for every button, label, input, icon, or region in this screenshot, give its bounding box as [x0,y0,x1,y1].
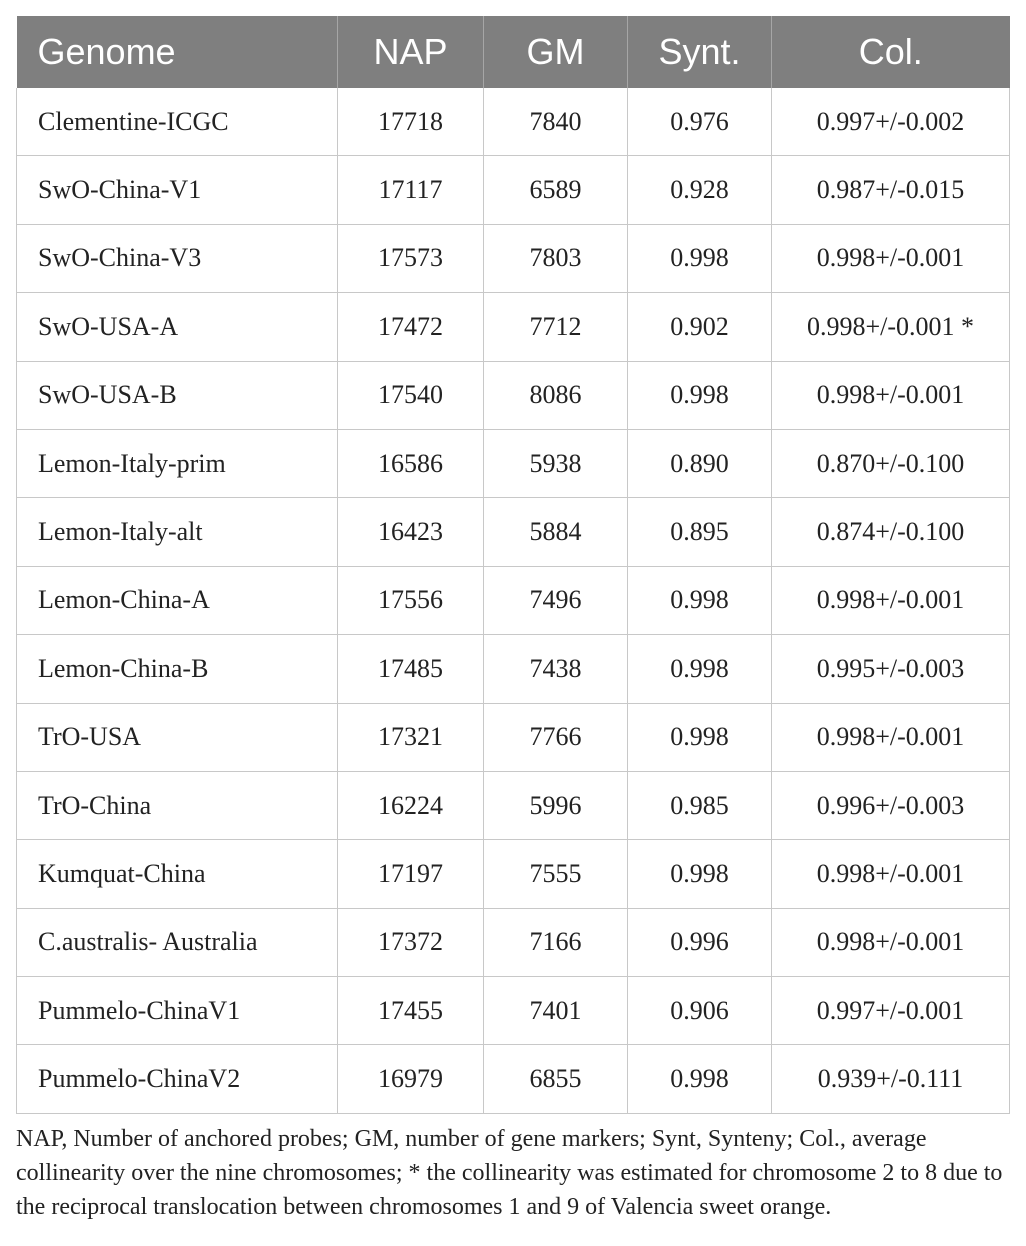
gm-cell: 7840 [484,88,628,156]
genome-cell: Kumquat-China [17,840,338,908]
genome-collinearity-table [16,16,1010,1114]
table-row [17,908,1010,976]
gm-cell: 7555 [484,840,628,908]
genome-cell: SwO-China-V3 [17,224,338,292]
genome-cell: TrO-USA [17,703,338,771]
genome-cell: SwO-USA-A [17,293,338,361]
table-header [17,16,1010,88]
col-cell: 0.996+/-0.003 [772,771,1010,839]
gm-cell: 7166 [484,908,628,976]
synt-cell: 0.998 [628,703,772,771]
table-row [17,88,1010,156]
genome-cell: SwO-China-V1 [17,156,338,224]
col-cell: 0.998+/-0.001 [772,224,1010,292]
synt-cell: 0.998 [628,1045,772,1113]
col-cell: 0.874+/-0.100 [772,498,1010,566]
synt-cell: 0.928 [628,156,772,224]
table-row [17,977,1010,1045]
genome-cell: Pummelo-ChinaV1 [17,977,338,1045]
gm-cell: 7766 [484,703,628,771]
gm-cell: 5884 [484,498,628,566]
gm-cell: 7438 [484,635,628,703]
nap-cell: 17117 [338,156,484,224]
table-row [17,156,1010,224]
nap-cell: 17472 [338,293,484,361]
col-cell: 0.998+/-0.001 [772,703,1010,771]
gm-cell: 7712 [484,293,628,361]
table-row [17,224,1010,292]
table-row [17,429,1010,497]
nap-cell: 16979 [338,1045,484,1113]
col-cell: 0.998+/-0.001 * [772,293,1010,361]
genome-cell: TrO-China [17,771,338,839]
table-row [17,840,1010,908]
table-footnote: NAP, Number of anchored probes; GM, number of gene markers; Synt, Synteny; Col., average collinearity over the nine chromosomes; * the collinearity was estimated for chromosome 2 to 8 due to the reciprocal translocation between chromosomes 1 and 9 of Valencia sweet orange. [16,1125,1003,1220]
gm-cell: 6589 [484,156,628,224]
genome-cell: Pummelo-ChinaV2 [17,1045,338,1113]
nap-cell: 16423 [338,498,484,566]
nap-cell: 17718 [338,88,484,156]
nap-cell: 17540 [338,361,484,429]
synt-cell: 0.998 [628,224,772,292]
gm-cell: 6855 [484,1045,628,1113]
synt-cell: 0.998 [628,361,772,429]
column-header-nap: NAP [338,16,484,88]
table-row [17,293,1010,361]
table-row [17,361,1010,429]
synt-cell: 0.906 [628,977,772,1045]
table-body [17,88,1010,1113]
table-row [17,498,1010,566]
genome-cell: SwO-USA-B [17,361,338,429]
synt-cell: 0.976 [628,88,772,156]
synt-cell: 0.998 [628,635,772,703]
column-header-genome: Genome [17,16,338,88]
gm-cell: 7803 [484,224,628,292]
nap-cell: 17556 [338,566,484,634]
genome-cell: Lemon-China-A [17,566,338,634]
gm-cell: 5938 [484,429,628,497]
col-cell: 0.998+/-0.001 [772,361,1010,429]
gm-cell: 8086 [484,361,628,429]
column-header-gm: GM [484,16,628,88]
table-container [16,16,1009,1224]
synt-cell: 0.895 [628,498,772,566]
synt-cell: 0.985 [628,771,772,839]
col-cell: 0.995+/-0.003 [772,635,1010,703]
table-row [17,771,1010,839]
genome-cell: Lemon-Italy-prim [17,429,338,497]
synt-cell: 0.998 [628,566,772,634]
gm-cell: 7496 [484,566,628,634]
column-header-synt: Synt. [628,16,772,88]
gm-cell: 7401 [484,977,628,1045]
nap-cell: 17485 [338,635,484,703]
nap-cell: 17573 [338,224,484,292]
genome-cell: Lemon-China-B [17,635,338,703]
nap-cell: 17197 [338,840,484,908]
genome-cell: Clementine-ICGC [17,88,338,156]
col-cell: 0.987+/-0.015 [772,156,1010,224]
synt-cell: 0.998 [628,840,772,908]
column-header-col: Col. [772,16,1010,88]
col-cell: 0.998+/-0.001 [772,840,1010,908]
table-row [17,703,1010,771]
genome-cell: C.australis- Australia [17,908,338,976]
nap-cell: 17455 [338,977,484,1045]
col-cell: 0.998+/-0.001 [772,566,1010,634]
table-row [17,566,1010,634]
genome-cell: Lemon-Italy-alt [17,498,338,566]
table-row [17,635,1010,703]
synt-cell: 0.996 [628,908,772,976]
nap-cell: 16224 [338,771,484,839]
table-row [17,1045,1010,1113]
col-cell: 0.997+/-0.002 [772,88,1010,156]
col-cell: 0.998+/-0.001 [772,908,1010,976]
header-row [17,16,1010,88]
synt-cell: 0.902 [628,293,772,361]
nap-cell: 16586 [338,429,484,497]
nap-cell: 17372 [338,908,484,976]
nap-cell: 17321 [338,703,484,771]
gm-cell: 5996 [484,771,628,839]
col-cell: 0.939+/-0.111 [772,1045,1010,1113]
col-cell: 0.870+/-0.100 [772,429,1010,497]
synt-cell: 0.890 [628,429,772,497]
col-cell: 0.997+/-0.001 [772,977,1010,1045]
